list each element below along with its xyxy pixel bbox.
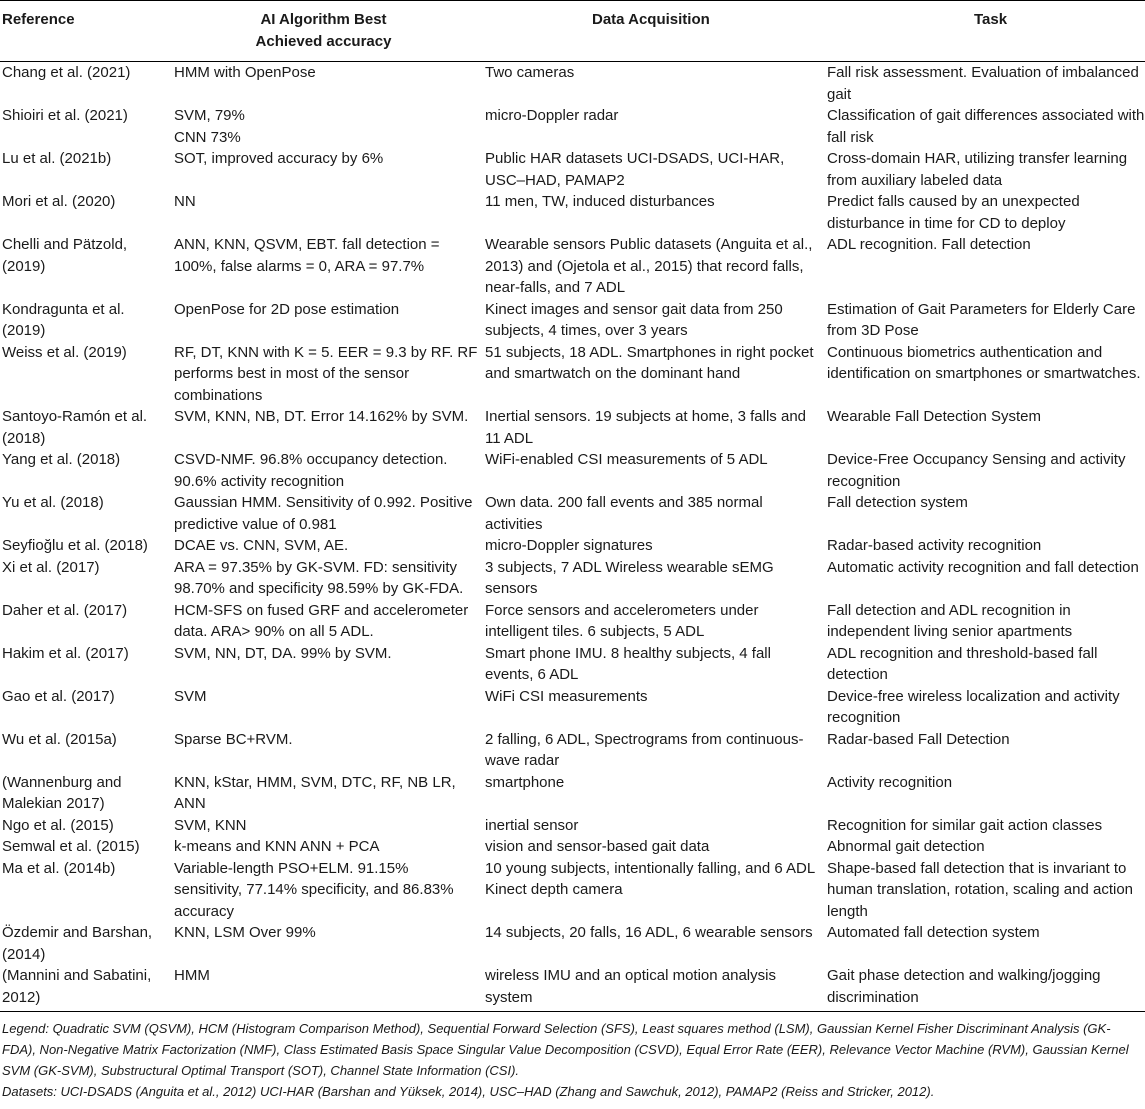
cell-task	[821, 729, 1145, 772]
cell-algorithm	[167, 148, 480, 191]
cell-algorithm-text: SOT, improved accuracy by 6%	[174, 150, 384, 167]
cell-task	[821, 148, 1145, 191]
cell-reference	[0, 686, 167, 729]
cell-data-acquisition-text: 14 subjects, 20 falls, 16 ADL, 6 wearable sensors	[485, 924, 813, 941]
cell-algorithm	[167, 535, 480, 557]
cell-reference	[0, 729, 167, 772]
cell-reference-text: Ma et al. (2014b)	[2, 859, 116, 877]
header-row	[0, 1, 1145, 62]
cell-task-text: Device-Free Occupancy Sensing and activity recognition	[827, 451, 1126, 490]
cell-reference	[0, 62, 167, 106]
cell-reference-text: Hakim et al. (2017)	[2, 644, 129, 662]
cell-reference	[0, 858, 167, 923]
table-row	[0, 105, 1145, 148]
cell-data-acquisition-text: vision and sensor-based gait data	[485, 838, 710, 855]
cell-data-acquisition	[480, 772, 821, 815]
cell-data-acquisition	[480, 557, 821, 600]
cell-data-acquisition-text: 3 subjects, 7 ADL Wireless wearable sEMG sensors	[485, 558, 774, 597]
cell-algorithm-text: CSVD-NMF. 96.8% occupancy detection. 90.6% activity recognition	[174, 451, 448, 490]
cell-algorithm	[167, 815, 480, 837]
cell-reference-text: Kondragunta et al. (2019)	[2, 300, 125, 339]
cell-task	[821, 234, 1145, 299]
cell-reference	[0, 772, 167, 815]
table-row	[0, 600, 1145, 643]
cell-reference	[0, 557, 167, 600]
table-row	[0, 836, 1145, 858]
cell-algorithm-text: HMM with OpenPose	[174, 64, 316, 81]
cell-algorithm	[167, 729, 480, 772]
cell-task-text: Abnormal gait detection	[827, 838, 985, 855]
table-row	[0, 234, 1145, 299]
table-notes	[0, 1012, 1145, 1102]
cell-reference	[0, 643, 167, 686]
cell-data-acquisition	[480, 965, 821, 1012]
cell-task-text: Radar-based activity recognition	[827, 537, 1042, 554]
cell-reference	[0, 836, 167, 858]
cell-reference	[0, 922, 167, 965]
cell-task	[821, 105, 1145, 148]
cell-algorithm	[167, 299, 480, 342]
cell-task	[821, 922, 1145, 965]
cell-algorithm-text: SVM, 79%	[174, 107, 245, 124]
cell-algorithm	[167, 686, 480, 729]
cell-reference-text: Daher et al. (2017)	[2, 601, 128, 619]
cell-task-text: Fall detection system	[827, 494, 968, 511]
cell-data-acquisition	[480, 836, 821, 858]
header-reference: Reference	[0, 1, 167, 62]
cell-data-acquisition	[480, 492, 821, 535]
cell-algorithm-text: NN	[174, 193, 196, 210]
cell-reference-text: Yang et al. (2018)	[2, 451, 121, 468]
cell-algorithm	[167, 492, 480, 535]
table-row	[0, 815, 1145, 837]
cell-task-text: Estimation of Gait Parameters for Elderly Care from 3D Pose	[827, 300, 1136, 339]
cell-data-acquisition	[480, 62, 821, 106]
cell-data-acquisition-text: 2 falling, 6 ADL, Spectrograms from continuous-wave radar	[485, 730, 804, 769]
cell-task	[821, 858, 1145, 923]
legend-note: Legend: Quadratic SVM (QSVM), HCM (Histogram Comparison Method), Sequential Forward Selection (SFS), Least squares method (LSM), Gaussian Kernel Fisher Discriminant Analysis (GK-FDA), Non-Negative Matrix Factorization (NMF), Class Estimated Basis Space Singular Value Decomposition (CSVD), Equal Error Rate (EER), Relevance Vector Machine (RVM), Gaussian Kernel SVM (GK-SVM), Substructural Optimal Transport (SOT), Channel State Information (CSI).	[2, 1021, 1129, 1078]
cell-data-acquisition	[480, 342, 821, 407]
table-body	[0, 62, 1145, 1012]
cell-data-acquisition	[480, 729, 821, 772]
cell-reference-text: Shioiri et al. (2021)	[2, 107, 128, 124]
cell-algorithm	[167, 62, 480, 106]
cell-task	[821, 686, 1145, 729]
cell-algorithm	[167, 105, 480, 148]
cell-data-acquisition	[480, 858, 821, 923]
cell-data-acquisition	[480, 234, 821, 299]
cell-task	[821, 772, 1145, 815]
cell-data-acquisition-text: micro-Doppler signatures	[485, 537, 653, 554]
table-row	[0, 342, 1145, 407]
cell-reference	[0, 600, 167, 643]
cell-reference	[0, 191, 167, 234]
table-row	[0, 557, 1145, 600]
cell-algorithm-text: CNN 73%	[174, 128, 241, 146]
datasets-note: Datasets: UCI-DSADS (Anguita et al., 2012) UCI-HAR (Barshan and Yüksek, 2014), USC–HAD (Zhang and Sawchuk, 2012), PAMAP2 (Reiss and Stricker, 2012).	[2, 1084, 935, 1099]
cell-task	[821, 600, 1145, 643]
table-row	[0, 965, 1145, 1012]
cell-data-acquisition-text: Wearable sensors Public datasets (Anguita et al., 2013) and (Ojetola et al., 2015) that record falls, near-falls, and 7 ADL	[485, 236, 813, 296]
cell-reference-text: Seyfioğlu et al. (2018)	[2, 537, 148, 554]
cell-data-acquisition-text: Public HAR datasets UCI-DSADS, UCI-HAR, USC–HAD, PAMAP2	[485, 150, 785, 189]
cell-task	[821, 406, 1145, 449]
cell-data-acquisition-text: Own data. 200 fall events and 385 normal activities	[485, 494, 763, 533]
cell-algorithm	[167, 406, 480, 449]
cell-data-acquisition-text: micro-Doppler radar	[485, 107, 619, 124]
cell-reference-text: Semwal et al. (2015)	[2, 838, 140, 855]
table-row	[0, 922, 1145, 965]
cell-reference-text: Xi et al. (2017)	[2, 558, 100, 576]
cell-task-text: Device-free wireless localization and activity recognition	[827, 687, 1120, 726]
table-row	[0, 299, 1145, 342]
cell-task	[821, 342, 1145, 407]
cell-algorithm	[167, 449, 480, 492]
cell-data-acquisition	[480, 643, 821, 686]
cell-data-acquisition-text: Smart phone IMU. 8 healthy subjects, 4 fall events, 6 ADL	[485, 644, 771, 683]
cell-algorithm-text: HMM	[174, 967, 210, 984]
cell-reference	[0, 406, 167, 449]
cell-reference	[0, 535, 167, 557]
cell-reference-text: Mori et al. (2020)	[2, 193, 116, 210]
cell-reference	[0, 342, 167, 407]
cell-task-text: Continuous biometrics authentication and identification on smartphones or smartwatches.	[827, 343, 1141, 382]
cell-data-acquisition-text: inertial sensor	[485, 816, 579, 834]
cell-task	[821, 535, 1145, 557]
cell-algorithm	[167, 600, 480, 643]
cell-data-acquisition-text: 11 men, TW, induced disturbances	[485, 193, 715, 210]
cell-algorithm-text: ANN, KNN, QSVM, EBT. fall detection = 100%, false alarms = 0, ARA = 97.7%	[174, 236, 440, 275]
cell-task	[821, 492, 1145, 535]
table-row	[0, 772, 1145, 815]
cell-data-acquisition	[480, 406, 821, 449]
header-algorithm-line1: AI Algorithm Best	[260, 11, 387, 28]
cell-task-text: Classification of gait differences associated with fall risk	[827, 107, 1145, 146]
cell-task-text: Radar-based Fall Detection	[827, 730, 1010, 748]
cell-algorithm-text: HCM-SFS on fused GRF and accelerometer data. ARA> 90% on all 5 ADL.	[174, 601, 469, 640]
cell-algorithm-text: KNN, LSM Over 99%	[174, 924, 316, 941]
cell-reference-text: (Mannini and Sabatini, 2012)	[2, 967, 152, 1006]
cell-reference	[0, 148, 167, 191]
cell-data-acquisition-text: WiFi CSI measurements	[485, 687, 648, 705]
cell-data-acquisition-text: 10 young subjects, intentionally falling, and 6 ADL Kinect depth camera	[485, 859, 815, 898]
cell-algorithm-text: KNN, kStar, HMM, SVM, DTC, RF, NB LR, ANN	[174, 773, 456, 812]
cell-reference	[0, 492, 167, 535]
cell-algorithm-text: SVM, KNN	[174, 816, 247, 834]
cell-reference-text: Yu et al. (2018)	[2, 494, 104, 511]
header-algorithm	[167, 1, 480, 62]
table-row	[0, 729, 1145, 772]
cell-task	[821, 965, 1145, 1012]
cell-data-acquisition-text: wireless IMU and an optical motion analysis system	[485, 967, 776, 1006]
cell-data-acquisition	[480, 105, 821, 148]
cell-algorithm-text: SVM	[174, 687, 207, 705]
cell-reference-text: Weiss et al. (2019)	[2, 343, 127, 361]
cell-task-text: ADL recognition and threshold-based fall detection	[827, 644, 1098, 683]
cell-data-acquisition	[480, 922, 821, 965]
cell-data-acquisition	[480, 191, 821, 234]
table-row	[0, 406, 1145, 449]
cell-data-acquisition-text: Force sensors and accelerometers under intelligent tiles. 6 subjects, 5 ADL	[485, 601, 759, 640]
cell-algorithm-text: DCAE vs. CNN, SVM, AE.	[174, 537, 349, 554]
cell-algorithm-text: OpenPose for 2D pose estimation	[174, 300, 400, 318]
cell-algorithm	[167, 858, 480, 923]
cell-task-text: Cross-domain HAR, utilizing transfer learning from auxiliary labeled data	[827, 150, 1128, 189]
cell-reference-text: Chelli and Pätzold, (2019)	[2, 236, 128, 275]
cell-algorithm	[167, 836, 480, 858]
cell-data-acquisition	[480, 686, 821, 729]
table-header	[0, 1, 1145, 62]
table-row	[0, 492, 1145, 535]
cell-reference-text: Ngo et al. (2015)	[2, 816, 114, 834]
cell-reference	[0, 965, 167, 1012]
cell-algorithm-text: Gaussian HMM. Sensitivity of 0.992. Positive predictive value of 0.981	[174, 494, 473, 533]
cell-reference-text: Wu et al. (2015a)	[2, 730, 117, 748]
cell-task	[821, 191, 1145, 234]
cell-data-acquisition-text: 51 subjects, 18 ADL. Smartphones in right pocket and smartwatch on the dominant hand	[485, 343, 814, 382]
cell-algorithm	[167, 643, 480, 686]
cell-task-text: Recognition for similar gait action classes	[827, 816, 1103, 834]
header-algorithm-line2: Achieved accuracy	[255, 32, 392, 50]
cell-data-acquisition	[480, 815, 821, 837]
cell-task-text: Wearable Fall Detection System	[827, 408, 1041, 425]
cell-task-text: Shape-based fall detection that is invariant to human translation, rotation, scaling and action length	[827, 859, 1134, 920]
cell-reference	[0, 299, 167, 342]
cell-task-text: Automatic activity recognition and fall detection	[827, 558, 1139, 576]
cell-task-text: Fall risk assessment. Evaluation of imbalanced gait	[827, 64, 1139, 103]
cell-reference-text: Gao et al. (2017)	[2, 687, 115, 705]
cell-data-acquisition	[480, 600, 821, 643]
cell-task	[821, 557, 1145, 600]
cell-task	[821, 299, 1145, 342]
cell-data-acquisition	[480, 148, 821, 191]
table-row	[0, 535, 1145, 557]
table-row	[0, 449, 1145, 492]
table-row	[0, 148, 1145, 191]
cell-reference-text: Özdemir and Barshan, (2014)	[2, 924, 153, 963]
cell-task	[821, 643, 1145, 686]
cell-reference	[0, 815, 167, 837]
cell-task-text: Activity recognition	[827, 773, 953, 791]
header-data-acquisition: Data Acquisition	[480, 1, 821, 62]
cell-data-acquisition	[480, 535, 821, 557]
cell-task-text: Fall detection and ADL recognition in independent living senior apartments	[827, 601, 1073, 640]
cell-data-acquisition-text: Inertial sensors. 19 subjects at home, 3 falls and 11 ADL	[485, 408, 807, 447]
cell-algorithm-text: RF, DT, KNN with K = 5. EER = 9.3 by RF. RF performs best in most of the sensor combinations	[174, 343, 478, 404]
cell-data-acquisition-text: Kinect images and sensor gait data from 250 subjects, 4 times, over 3 years	[485, 300, 783, 339]
cell-algorithm	[167, 342, 480, 407]
table-row	[0, 686, 1145, 729]
cell-algorithm-text: Variable-length PSO+ELM. 91.15% sensitivity, 77.14% specificity, and 86.83% accuracy	[174, 859, 454, 920]
cell-reference	[0, 449, 167, 492]
cell-task	[821, 836, 1145, 858]
cell-data-acquisition-text: Two cameras	[485, 64, 575, 81]
cell-algorithm-text: SVM, NN, DT, DA. 99% by SVM.	[174, 644, 392, 662]
cell-data-acquisition-text: smartphone	[485, 773, 565, 791]
cell-algorithm-text: ARA = 97.35% by GK-SVM. FD: sensitivity 98.70% and specificity 98.59% by GK-FDA.	[174, 558, 464, 597]
cell-task-text: Automated fall detection system	[827, 924, 1040, 941]
cell-data-acquisition	[480, 449, 821, 492]
header-task: Task	[821, 1, 1145, 62]
cell-algorithm-text: Sparse BC+RVM.	[174, 730, 293, 748]
cell-reference-text: Lu et al. (2021b)	[2, 150, 112, 167]
cell-task-text: Predict falls caused by an unexpected disturbance in time for CD to deploy	[827, 193, 1080, 232]
cell-algorithm	[167, 772, 480, 815]
cell-reference-text: (Wannenburg and Malekian 2017)	[2, 773, 122, 812]
cell-algorithm	[167, 965, 480, 1012]
cell-task-text: Gait phase detection and walking/jogging discrimination	[827, 967, 1101, 1006]
cell-task	[821, 815, 1145, 837]
table-row	[0, 858, 1145, 923]
cell-algorithm	[167, 922, 480, 965]
cell-algorithm	[167, 191, 480, 234]
cell-reference-text: Santoyo-Ramón et al. (2018)	[2, 408, 148, 447]
cell-algorithm	[167, 234, 480, 299]
table-row	[0, 191, 1145, 234]
cell-task	[821, 62, 1145, 106]
cell-task-text: ADL recognition. Fall detection	[827, 236, 1031, 253]
cell-task	[821, 449, 1145, 492]
cell-algorithm-text: SVM, KNN, NB, DT. Error 14.162% by SVM.	[174, 408, 469, 425]
cell-reference-text: Chang et al. (2021)	[2, 64, 131, 81]
table-row	[0, 643, 1145, 686]
cell-data-acquisition-text: WiFi-enabled CSI measurements of 5 ADL	[485, 451, 768, 468]
cell-reference	[0, 234, 167, 299]
cell-algorithm	[167, 557, 480, 600]
cell-reference	[0, 105, 167, 148]
cell-algorithm-text: k-means and KNN ANN + PCA	[174, 838, 380, 855]
table-row	[0, 62, 1145, 106]
cell-data-acquisition	[480, 299, 821, 342]
